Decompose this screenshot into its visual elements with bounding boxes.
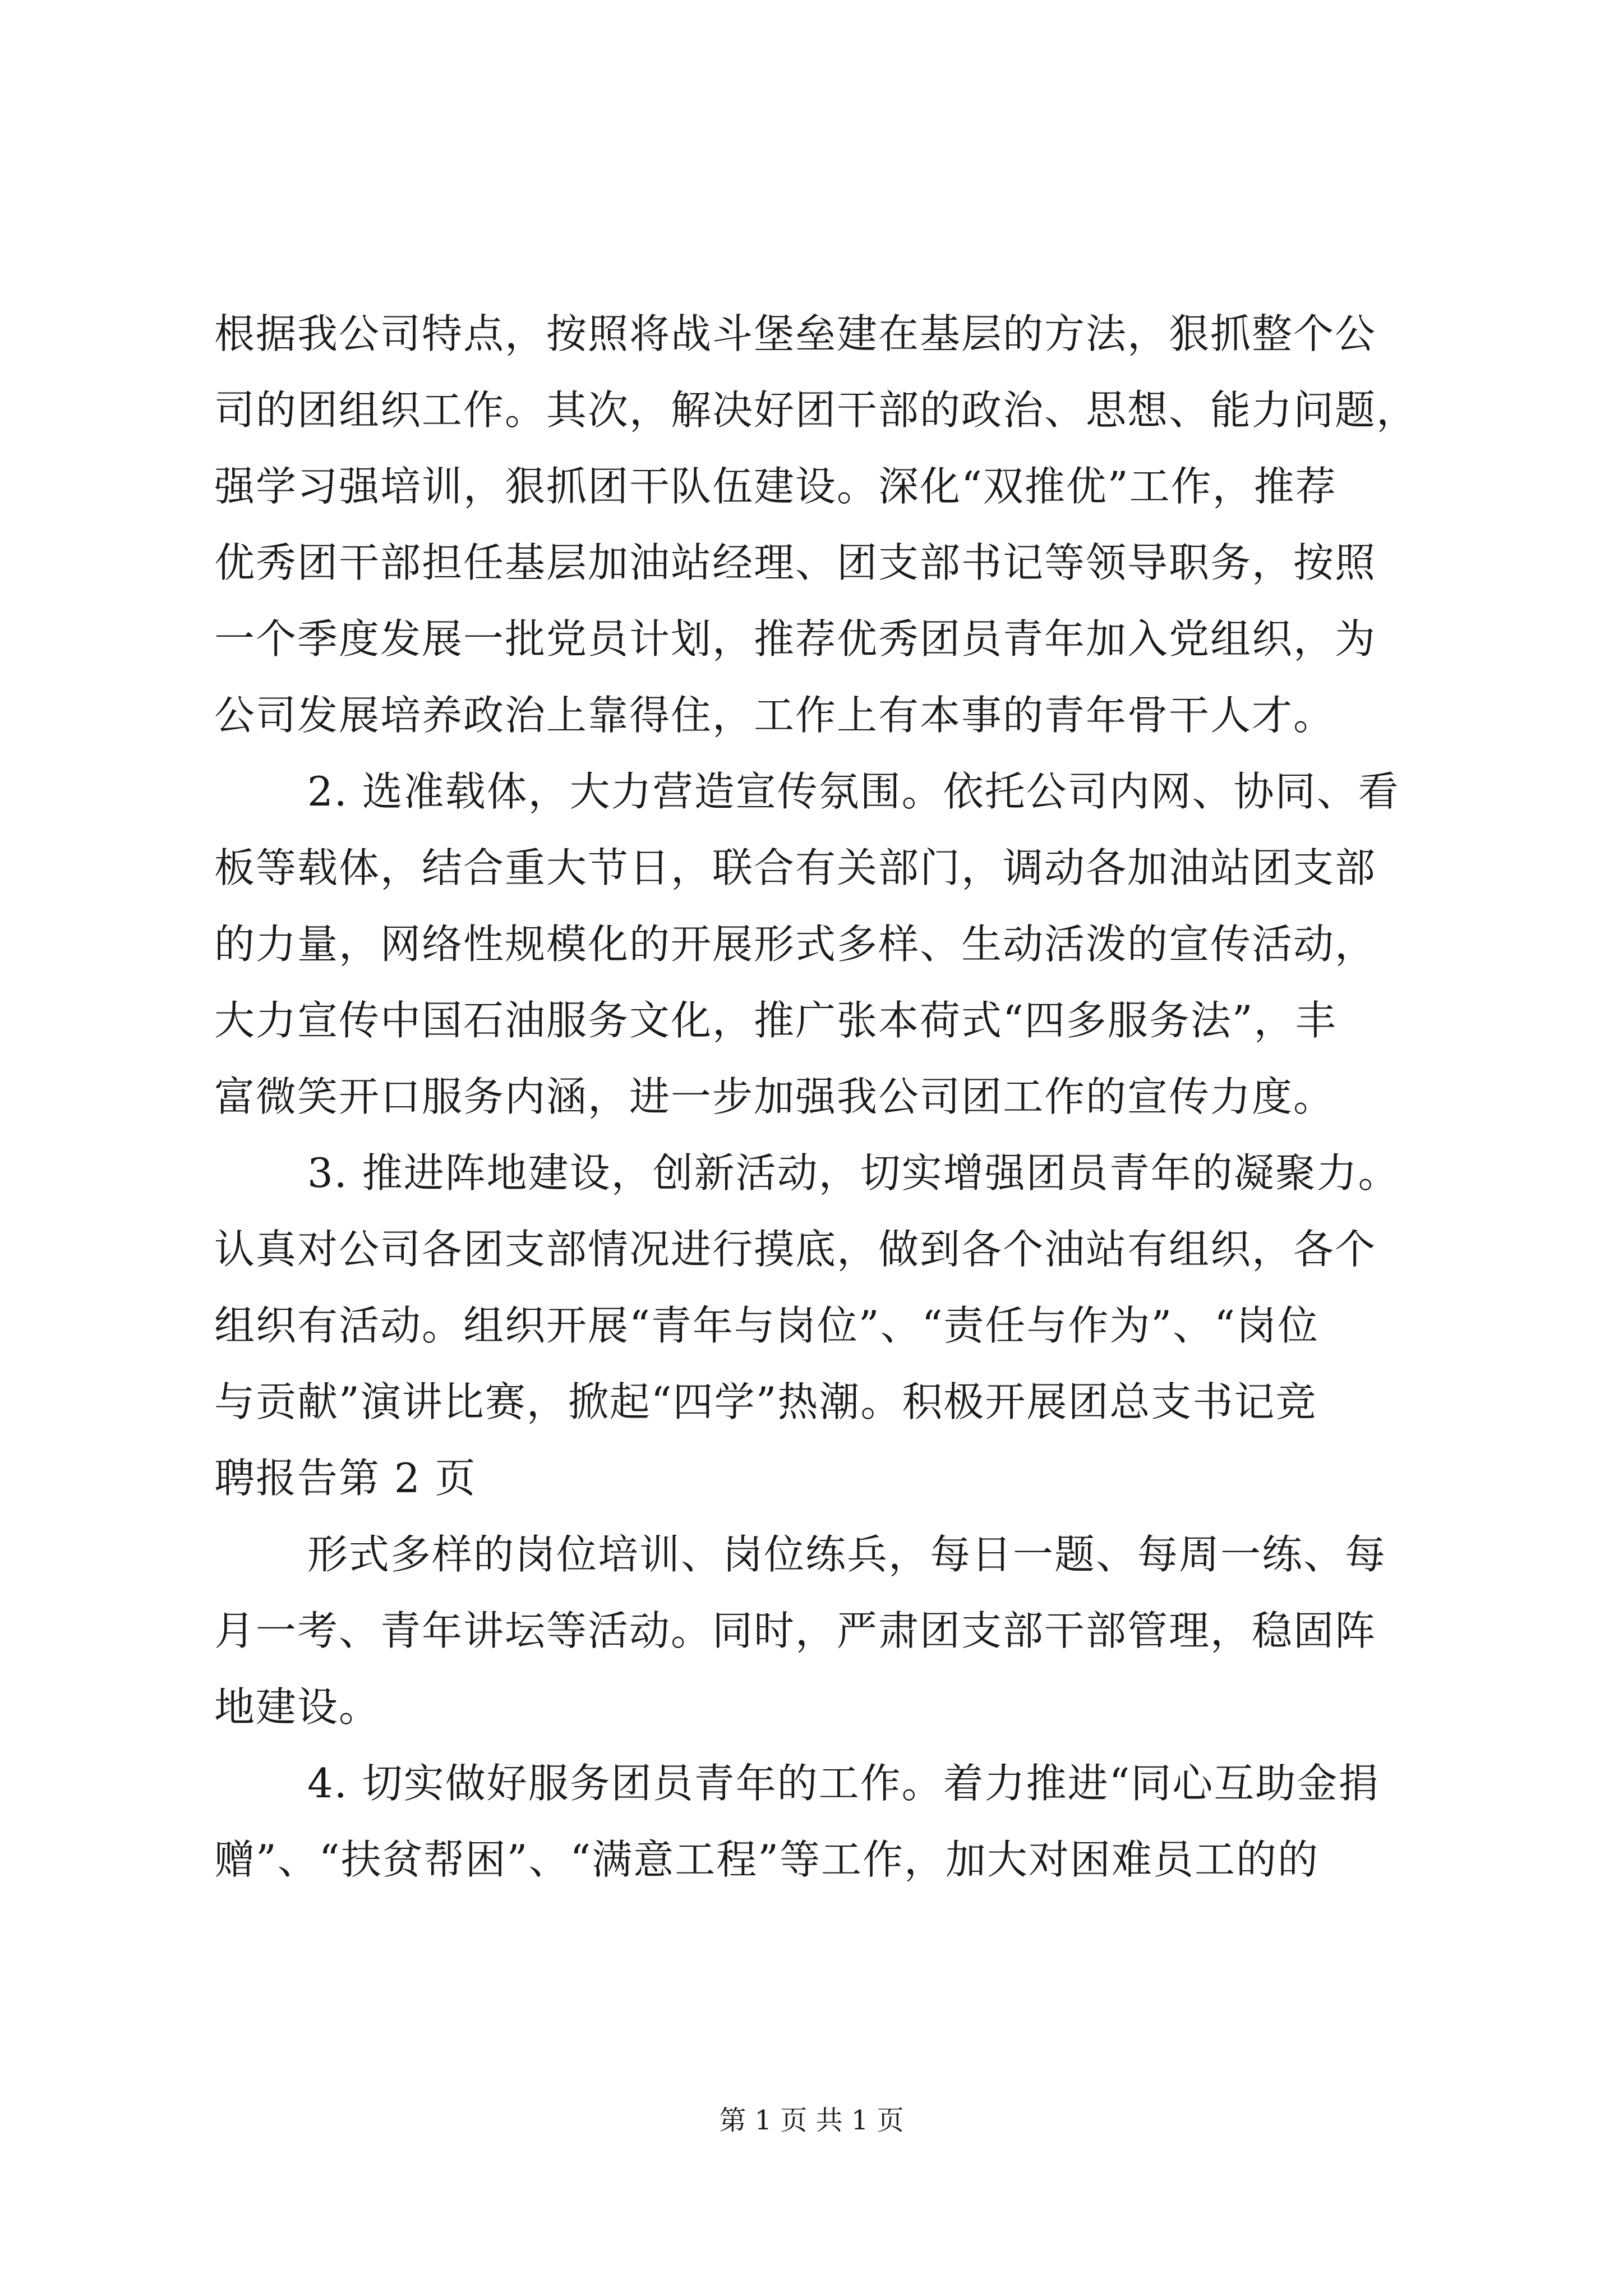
paragraph-start-line: 2. 选准载体，大力营造宣传氛围。依托公司内网、协同、看 [307,768,1400,815]
text-line: 聘报告第 2 页 [214,1455,477,1502]
text-line: 赠”、“扶贫帮困”、“满意工程”等工作，加大对困难员工的的 [214,1836,1320,1883]
text-line: 一个季度发展一批党员计划，推荐优秀团员青年加入党组织，为 [214,615,1377,662]
paragraph-start-line: 3. 推进阵地建设，创新活动，切实增强团员青年的凝聚力。 [307,1149,1400,1197]
text-line: 公司发展培养政治上靠得住，工作上有本事的青年骨干人才。 [214,692,1335,739]
text-line: 认真对公司各团支部情况进行摸底，做到各个油站有组织，各个 [214,1226,1377,1273]
text-line: 月一考、青年讲坛等活动。同时，严肃团支部干部管理，稳固阵 [214,1607,1377,1654]
text-line: 富微笑开口服务内涵，进一步加强我公司团工作的宣传力度。 [214,1073,1335,1120]
text-line: 根据我公司特点，按照将战斗堡垒建在基层的方法，狠抓整个公 [214,310,1377,357]
text-line: 组织有活动。组织开展“青年与岗位”、“责任与作为”、“岗位 [214,1302,1320,1349]
text-line: 的力量，网络性规模化的开展形式多样、生动活泼的宣传活动， [214,921,1377,968]
text-line: 地建设。 [214,1683,381,1731]
text-line: 板等载体，结合重大节日，联合有关部门，调动各加油站团支部 [214,844,1377,891]
paragraph-start-line: 形式多样的岗位培训、岗位练兵，每日一题、每周一练、每 [307,1531,1387,1578]
text-line: 大力宣传中国石油服务文化，推广张本荷式“四多服务法”，丰 [214,997,1337,1044]
text-line: 与贡献”演讲比赛，掀起“四学”热潮。积极开展团总支书记竞 [214,1378,1317,1425]
paragraph-start-line: 4. 切实做好服务团员青年的工作。着力推进“同心互助金捐 [307,1760,1380,1807]
page-footer: 第 1 页 共 1 页 [719,2105,904,2136]
text-line: 司的团组织工作。其次，解决好团干部的政治、思想、能力问题， [214,386,1418,434]
text-line: 优秀团干部担任基层加油站经理、团支部书记等领导职务，按照 [214,539,1377,586]
text-line: 强学习强培训，狠抓团干队伍建设。深化“双推优”工作，推荐 [214,463,1337,510]
